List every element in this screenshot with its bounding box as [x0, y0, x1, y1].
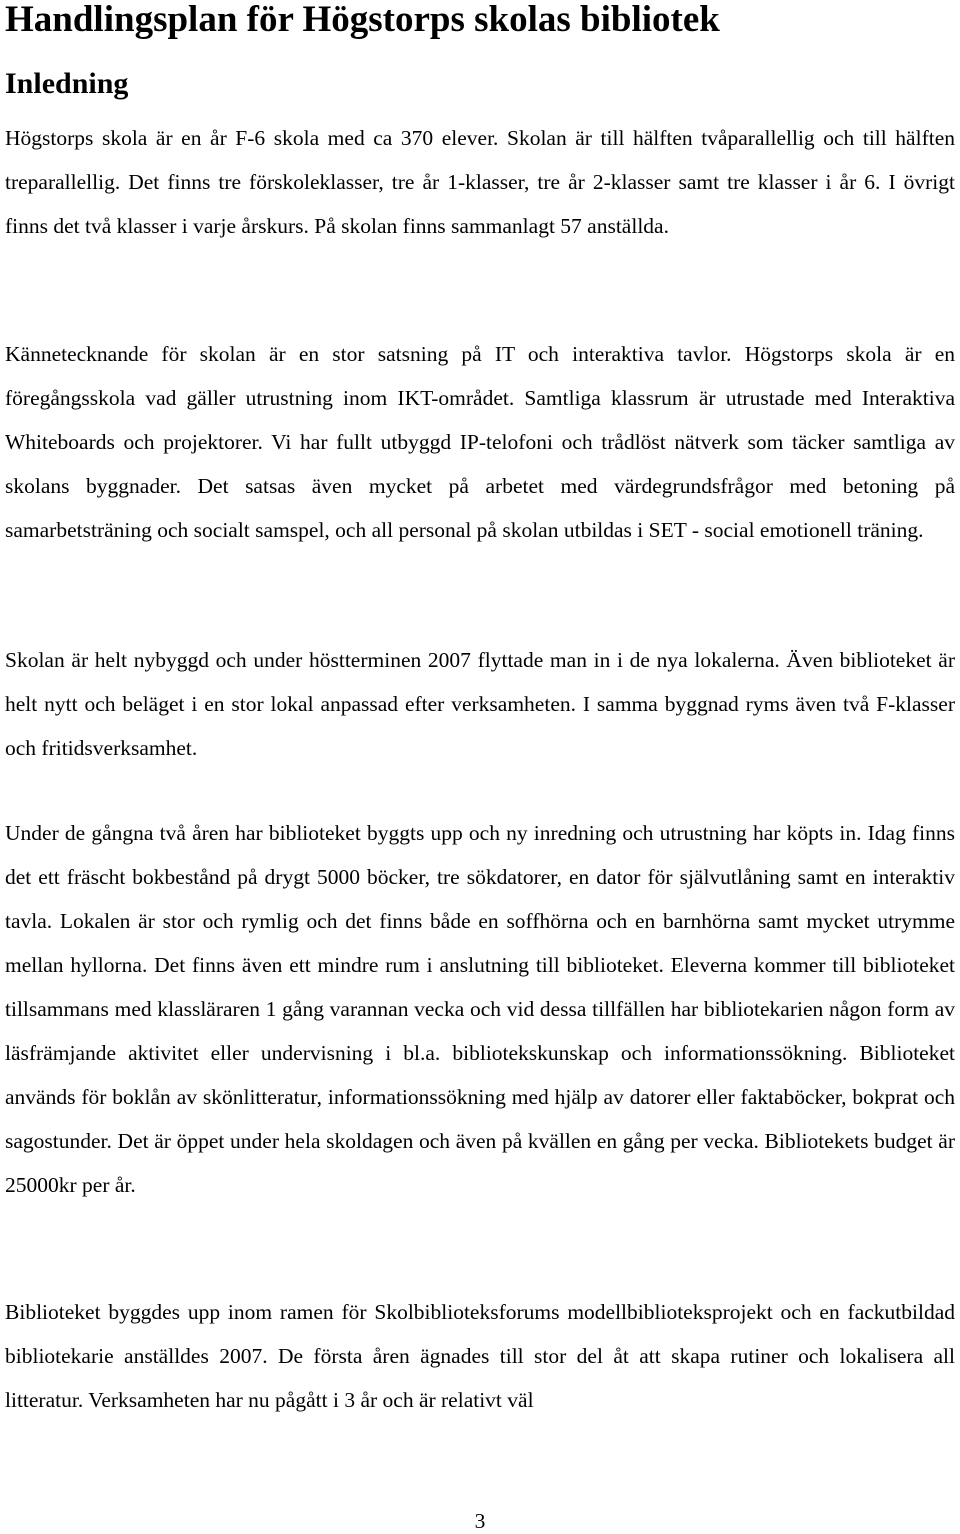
paragraph-library-history: Biblioteket byggdes upp inom ramen för Skolbiblioteksforums modellbiblioteksprojekt och en fackutbildad bibliotekarie anställdes 2007. De första åren ägnades till stor del åt att skapa rutiner och lokalisera all litteratur. Verksamheten har nu pågått i 3 år och är relativt väl — [5, 1300, 955, 1412]
section-heading-inledning: Inledning — [5, 67, 129, 100]
page-number: 3 — [474, 1509, 486, 1533]
paragraph-it-focus: Kännetecknande för skolan är en stor satsning på IT och interaktiva tavlor. Högstorps skola är en föregångsskola vad gäller utrustning inom IKT-området. Samtliga klassrum är utrustade med Interaktiva Whiteboards och projektorer. Vi har fullt utbyggd IP-telofoni och trådlöst nätverk som täcker samtliga av skolans byggnader. Det satsas även mycket på arbetet med värdegrundsfrågor med betoning på samarbetsträning och socialt samspel, och all personal på skolan utbildas i SET - social emotionell träning. — [5, 342, 955, 542]
paragraph-school-overview: Högstorps skola är en år F-6 skola med ca 370 elever. Skolan är till hälften tvåparallellig och till hälften treparallellig. Det finns tre förskoleklasser, tre år 1-klasser, tre år 2-klasser samt tre klasser i år 6. I övrigt finns det två klasser i varje årskurs. På skolan finns sammanlagt 57 anställda. — [5, 126, 955, 238]
paragraph-library-description: Under de gångna två åren har biblioteket byggts upp och ny inredning och utrustning har köpts in. Idag finns det ett fräscht bokbestånd på drygt 5000 böcker, tre sökdatorer, en dator för självutlåning samt en interaktiv tavla. Lokalen är stor och rymlig och det finns både en soffhörna och en barnhörna samt mycket utrymme mellan hyllorna. Det finns även ett mindre rum i anslutning till biblioteket. Eleverna kommer till biblioteket tillsammans med klassläraren 1 gång varannan vecka och vid dessa tillfällen har bibliotekarien någon form av läsfrämjande aktivitet eller undervisning i bl.a. bibliotekskunskap och informationssökning. Biblioteket används för boklån av skönlitteratur, informationssökning med hjälp av datorer eller faktaböcker, bokprat och sagostunder. Det är öppet under hela skoldagen och även på kvällen en gång per vecka. Bibliotekets budget är 25000kr per år. — [5, 821, 955, 1197]
document-title: Handlingsplan för Högstorps skolas bibliotek — [5, 0, 720, 40]
paragraph-new-building: Skolan är helt nybyggd och under höstterminen 2007 flyttade man in i de nya lokalerna. Även biblioteket är helt nytt och beläget i en stor lokal anpassad efter verksamheten. I samma byggnad ryms även två F-klasser och fritidsverksamhet. — [5, 648, 955, 760]
